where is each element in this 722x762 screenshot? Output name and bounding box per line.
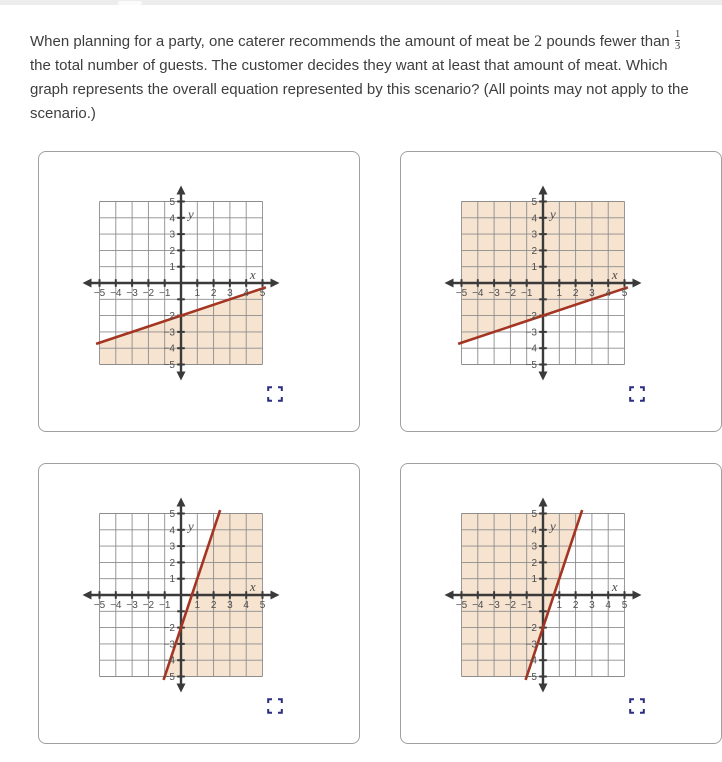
svg-text:1: 1 (194, 288, 201, 299)
svg-text:−2: −2 (163, 623, 175, 635)
svg-text:3: 3 (227, 600, 233, 611)
svg-text:−3: −3 (163, 327, 175, 339)
y-axis-label: y (550, 518, 556, 534)
graph-option-card-1[interactable] (38, 151, 360, 432)
svg-text:2: 2 (572, 288, 579, 299)
svg-text:−5: −5 (163, 360, 175, 371)
svg-text:−3: −3 (126, 600, 138, 611)
svg-text:3: 3 (531, 541, 537, 553)
svg-text:1: 1 (556, 288, 563, 299)
svg-text:4: 4 (605, 288, 611, 299)
svg-text:−4: −4 (110, 600, 122, 611)
svg-text:−4: −4 (163, 343, 175, 355)
svg-text:2: 2 (531, 245, 537, 257)
svg-text:2: 2 (210, 600, 217, 611)
svg-text:−4: −4 (525, 655, 537, 667)
svg-text:4: 4 (169, 525, 175, 537)
graph-option-card-3[interactable] (38, 463, 360, 744)
svg-text:5: 5 (621, 600, 628, 611)
svg-text:2: 2 (169, 245, 175, 257)
svg-text:−1: −1 (158, 288, 171, 299)
svg-text:1: 1 (194, 600, 201, 611)
y-axis-label: y (188, 518, 194, 534)
svg-text:1: 1 (169, 262, 175, 274)
svg-text:4: 4 (531, 525, 537, 537)
svg-text:4: 4 (243, 600, 249, 611)
question-segment: pounds fewer than (546, 33, 670, 50)
svg-text:4: 4 (605, 600, 611, 611)
y-axis-label: y (188, 206, 194, 222)
svg-text:−1: −1 (158, 600, 171, 611)
svg-text:3: 3 (169, 541, 175, 553)
x-axis-label: x (611, 579, 618, 594)
svg-text:1: 1 (169, 574, 175, 586)
svg-text:5: 5 (259, 600, 266, 611)
question-segment: the total number of guests. The customer decides they want at least that amount of meat. Which graph represents the overall equation represented by this scenario? (All points may not apply to the scenario.) (30, 57, 689, 122)
svg-text:1: 1 (531, 262, 537, 274)
svg-text:1: 1 (531, 574, 537, 586)
svg-text:1: 1 (556, 600, 563, 611)
svg-text:−2: −2 (504, 600, 517, 611)
math-number: 2 (534, 33, 543, 50)
svg-text:5: 5 (259, 288, 266, 299)
fullscreen-expand-icon[interactable] (267, 698, 283, 714)
svg-text:3: 3 (169, 229, 175, 241)
svg-text:5: 5 (169, 197, 175, 208)
top-divider (0, 0, 722, 5)
svg-text:−2: −2 (142, 288, 155, 299)
fullscreen-expand-icon[interactable] (267, 386, 283, 402)
svg-text:4: 4 (531, 213, 537, 225)
svg-text:3: 3 (227, 288, 233, 299)
svg-text:5: 5 (169, 509, 175, 520)
graph-plot-1 (69, 178, 329, 413)
svg-text:−1: −1 (520, 288, 533, 299)
fullscreen-expand-icon[interactable] (629, 698, 645, 714)
svg-text:−5: −5 (525, 672, 537, 683)
svg-text:−2: −2 (525, 311, 537, 323)
graph-plot-4 (431, 490, 691, 725)
svg-text:−3: −3 (525, 327, 537, 339)
y-axis-label: y (550, 206, 556, 222)
svg-text:−2: −2 (142, 600, 155, 611)
fraction-one-third: $\frac{1}{3}$ (674, 28, 681, 52)
svg-text:3: 3 (531, 229, 537, 241)
question-text (30, 30, 696, 126)
svg-text:5: 5 (621, 288, 628, 299)
svg-text:5: 5 (531, 509, 537, 520)
svg-text:−3: −3 (525, 639, 537, 651)
svg-text:−2: −2 (163, 311, 175, 323)
drag-handle-icon (118, 1, 142, 5)
svg-text:−5: −5 (93, 288, 106, 299)
svg-text:−4: −4 (525, 343, 537, 355)
svg-text:2: 2 (169, 557, 175, 569)
svg-text:−1: −1 (520, 600, 533, 611)
svg-text:2: 2 (210, 288, 217, 299)
svg-text:−3: −3 (163, 639, 175, 651)
svg-text:−3: −3 (126, 288, 138, 299)
svg-text:−4: −4 (472, 600, 484, 611)
x-axis-label: x (249, 579, 256, 594)
question-segment: When planning for a party, one caterer recommends the amount of meat be (30, 33, 530, 50)
x-axis-label: x (611, 267, 618, 282)
svg-text:−4: −4 (110, 288, 122, 299)
graph-option-card-4[interactable] (400, 463, 722, 744)
svg-text:−4: −4 (163, 655, 175, 667)
x-axis-label: x (249, 267, 256, 282)
graph-plot-2 (431, 178, 691, 413)
svg-text:−5: −5 (163, 672, 175, 683)
svg-text:5: 5 (531, 197, 537, 208)
svg-text:2: 2 (531, 557, 537, 569)
svg-text:−5: −5 (455, 288, 468, 299)
svg-text:3: 3 (589, 600, 595, 611)
svg-text:−2: −2 (504, 288, 517, 299)
svg-text:−2: −2 (525, 623, 537, 635)
svg-text:−5: −5 (455, 600, 468, 611)
graph-option-card-2[interactable] (400, 151, 722, 432)
svg-text:−4: −4 (472, 288, 484, 299)
svg-text:−5: −5 (93, 600, 106, 611)
svg-text:2: 2 (572, 600, 579, 611)
fullscreen-expand-icon[interactable] (629, 386, 645, 402)
svg-text:4: 4 (243, 288, 249, 299)
svg-text:3: 3 (589, 288, 595, 299)
svg-text:−3: −3 (488, 288, 500, 299)
svg-text:−3: −3 (488, 600, 500, 611)
svg-text:−5: −5 (525, 360, 537, 371)
answer-options-grid (0, 151, 722, 744)
graph-plot-3 (69, 490, 329, 725)
svg-text:4: 4 (169, 213, 175, 225)
